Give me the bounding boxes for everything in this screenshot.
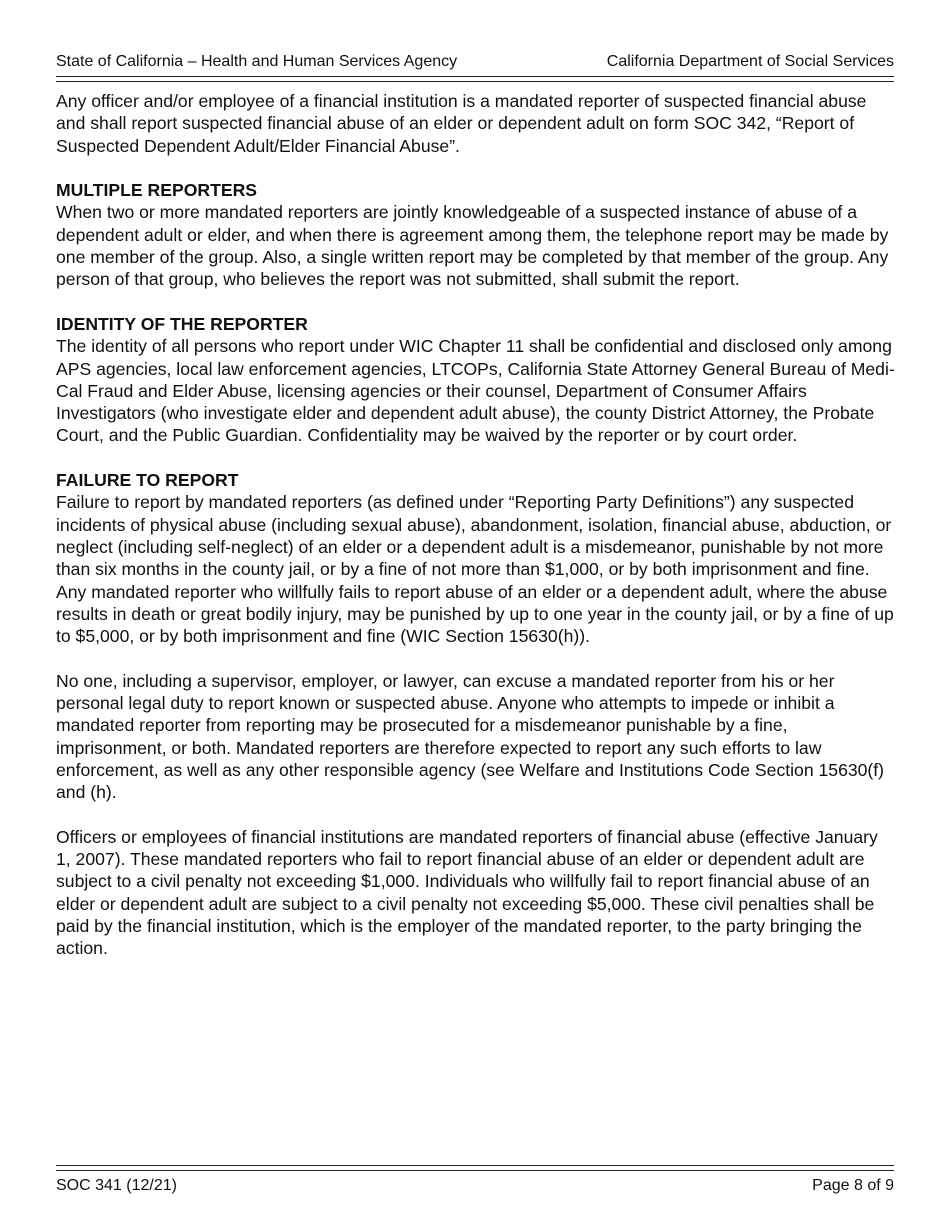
paragraph-financial-institutions: Officers or employees of financial institutions are mandated reporters of financial abuse (effective January 1, 2007). These mandated reporters who fail to report financial abuse of an elder or dependent adult are subject to a civil penalty not exceeding $1,000. Individuals who willfully fail to report financial abuse of an elder or dependent adult are subject to a civil penalty not exceeding $5,000. These civil penalties shall be paid by the financial institution, which is the employer of the mandated reporter, to the party bringing the action. <box>56 826 878 959</box>
header-agency: State of California – Health and Human Services Agency <box>56 53 458 70</box>
paragraph-failure-to-report: Failure to report by mandated reporters (as defined under “Reporting Party Definitions”) any suspected incidents of physical abuse (including sexual abuse), abandonment, isolation, financial abuse, abduction, or neglect (including self-neglect) of an elder or a dependent adult is a misdemeanor, punishable by not more than six months in the county jail, or by a fine of not more than $1,000, or by both imprisonment and fine. Any mandated reporter who willfully fails to report abuse of an elder or a dependent adult, where the abuse results in death or great bodily injury, may be punished by up to one year in the county jail, or by a fine of up to $5,000, or by both imprisonment and fine (WIC Section 15630(h)). <box>56 492 894 647</box>
page-footer <box>56 1175 894 1197</box>
paragraph-identity-of-reporter: The identity of all persons who report under WIC Chapter 11 shall be confidential and disclosed only among APS agencies, local law enforcement agencies, LTCOPs, California State Attorney General Bureau of Medi-Cal Fraud and Elder Abuse, licensing agencies or their counsel, Department of Consumer Affairs Investigators (who investigate elder and dependent adult abuse), the county District Attorney, the Probate Court, and the Public Guardian. Confidentiality may be waived by the reporter or by court order. <box>56 336 895 446</box>
paragraph-no-excuse: No one, including a supervisor, employer, or lawyer, can excuse a mandated reporter from his or her personal legal duty to report known or suspected abuse. Anyone who attempts to impede or inhibit a mandated reporter from reporting may be prosecuted for a misdemeanor punishable by a fine, imprisonment, or both. Mandated reporters are therefore expected to report any such efforts to law enforcement, as well as any other responsible agency (see Welfare and Institutions Code Section 15630(f) and (h). <box>56 670 885 803</box>
heading-failure-to-report: FAILURE TO REPORT <box>56 470 239 491</box>
footer-form-number: SOC 341 (12/21) <box>56 1177 177 1194</box>
page-header <box>56 51 894 73</box>
header-department: California Department of Social Services <box>606 53 894 70</box>
footer-page-number: Page 8 of 9 <box>812 1177 894 1194</box>
heading-multiple-reporters: MULTIPLE REPORTERS <box>56 180 258 201</box>
paragraph-multiple-reporters: When two or more mandated reporters are jointly knowledgeable of a suspected instance of abuse of a dependent adult or elder, and when there is agreement among them, the telephone report may be made by one member of the group. Also, a single written report may be completed by that member of the group. Any person of that group, who believes the report was not submitted, shall submit the report. <box>56 202 889 290</box>
intro-paragraph: Any officer and/or employee of a financial institution is a mandated reporter of suspected financial abuse and shall report suspected financial abuse of an elder or dependent adult on form SOC 342, “Report of Suspected Dependent Adult/Elder Financial Abuse”. <box>56 91 867 156</box>
header-rule <box>56 76 894 82</box>
document-body <box>56 90 896 960</box>
footer-rule <box>56 1165 894 1171</box>
heading-identity-of-reporter: IDENTITY OF THE REPORTER <box>56 313 308 334</box>
